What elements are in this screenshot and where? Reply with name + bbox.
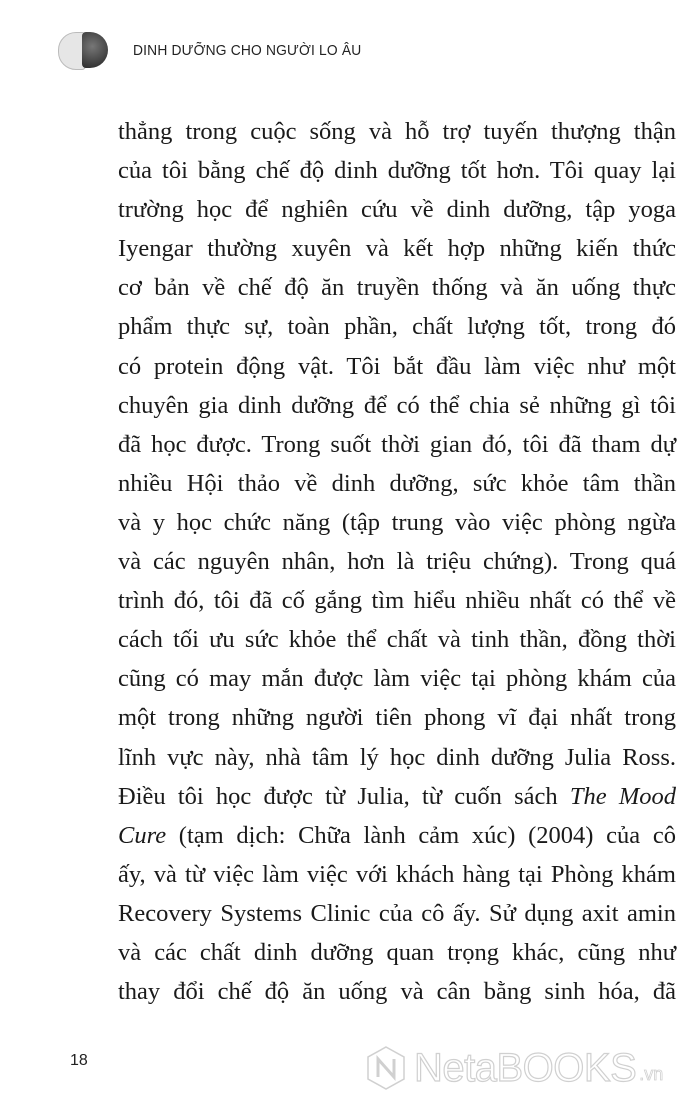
text-segment: phẩm thực sự, toàn phần, chất lượng tốt, trong đó <box>118 313 676 341</box>
text-line <box>118 425 676 464</box>
text-segment: trường học để nghiên cứu về dinh dưỡng, tập yoga <box>118 196 676 224</box>
text-line <box>118 190 676 229</box>
watermark-brand: NetaBOOKS <box>414 1045 637 1090</box>
text-line <box>118 855 676 894</box>
text-segment: Iyengar thường xuyên và kết hợp những kiến thức <box>118 235 676 263</box>
text-segment: (tạm dịch: Chữa lành cảm xúc) (2004) của cô <box>166 821 676 849</box>
text-line <box>118 777 676 816</box>
text-segment: thẳng trong cuộc sống và hỗ trợ tuyến thượng thận <box>118 118 676 145</box>
text-line <box>118 659 676 698</box>
text-line <box>118 542 676 581</box>
text-segment: Recovery Systems Clinic của cô ấy. Sử dụng axit amin <box>118 899 676 927</box>
text-segment: có protein động vật. Tôi bắt đầu làm việc như một <box>118 352 676 380</box>
text-line <box>118 347 676 386</box>
text-segment: một trong những người tiên phong vĩ đại nhất trong <box>118 704 676 732</box>
text-line <box>118 503 676 542</box>
watermark-suffix: .vn <box>639 1063 664 1084</box>
text-segment: và y học chức năng (tập trung vào việc phòng ngừa <box>118 508 676 536</box>
italic-title-text: Cure <box>118 821 167 849</box>
text-line <box>118 229 676 268</box>
text-segment: đã học được. Trong suốt thời gian đó, tôi đã tham dự <box>118 430 676 458</box>
text-segment: trình đó, tôi đã cố gắng tìm hiểu nhiều nhất có thể về <box>118 587 676 615</box>
italic-title-text: The Mood <box>569 782 676 810</box>
text-segment: Điều tôi học được từ Julia, từ cuốn sách <box>118 782 570 810</box>
text-segment: của tôi bằng chế độ dinh dưỡng tốt hơn. Tôi quay lại <box>118 157 676 185</box>
text-segment: và các nguyên nhân, hơn là triệu chứng). Trong quá <box>118 548 676 576</box>
text-line <box>118 464 676 503</box>
text-line <box>118 738 676 777</box>
text-segment: ấy, và từ việc làm việc với khách hàng tại Phòng khám <box>118 860 676 888</box>
text-line <box>118 386 676 425</box>
text-line <box>118 698 676 737</box>
text-segment: cách tối ưu sức khỏe thể chất và tinh thần, đồng thời <box>118 626 676 654</box>
text-line <box>118 933 676 972</box>
text-line <box>118 894 676 933</box>
text-segment: nhiều Hội thảo về dinh dưỡng, sức khỏe tâm thần <box>118 469 676 497</box>
text-line <box>118 112 676 151</box>
watermark <box>366 1045 663 1091</box>
text-line <box>118 816 676 855</box>
text-segment: cơ bản về chế độ ăn truyền thống và ăn uống thực <box>118 274 676 302</box>
text-segment: chuyên gia dinh dưỡng để có thể chia sẻ những gì tôi <box>118 391 676 419</box>
text-segment: và các chất dinh dưỡng quan trọng khác, cũng như <box>118 938 676 966</box>
running-title: DINH DƯỠNG CHO NGƯỜI LO ÂU <box>133 41 362 59</box>
text-line <box>118 581 676 620</box>
body-text <box>118 112 676 1011</box>
text-segment: thay đổi chế độ ăn uống và cân bằng sinh hóa, đã <box>118 978 676 1006</box>
brain-icon <box>58 30 108 70</box>
text-segment: cũng có may mắn được làm việc tại phòng khám của <box>118 665 676 693</box>
text-line <box>118 151 676 190</box>
text-line <box>118 972 676 1011</box>
text-segment: lĩnh vực này, nhà tâm lý học dinh dưỡng Julia Ross. <box>118 743 676 771</box>
text-line <box>118 268 676 307</box>
text-line <box>118 620 676 659</box>
netabooks-logo-icon <box>366 1045 406 1091</box>
text-line <box>118 307 676 346</box>
page-number: 18 <box>70 1052 88 1069</box>
running-header <box>58 30 381 70</box>
